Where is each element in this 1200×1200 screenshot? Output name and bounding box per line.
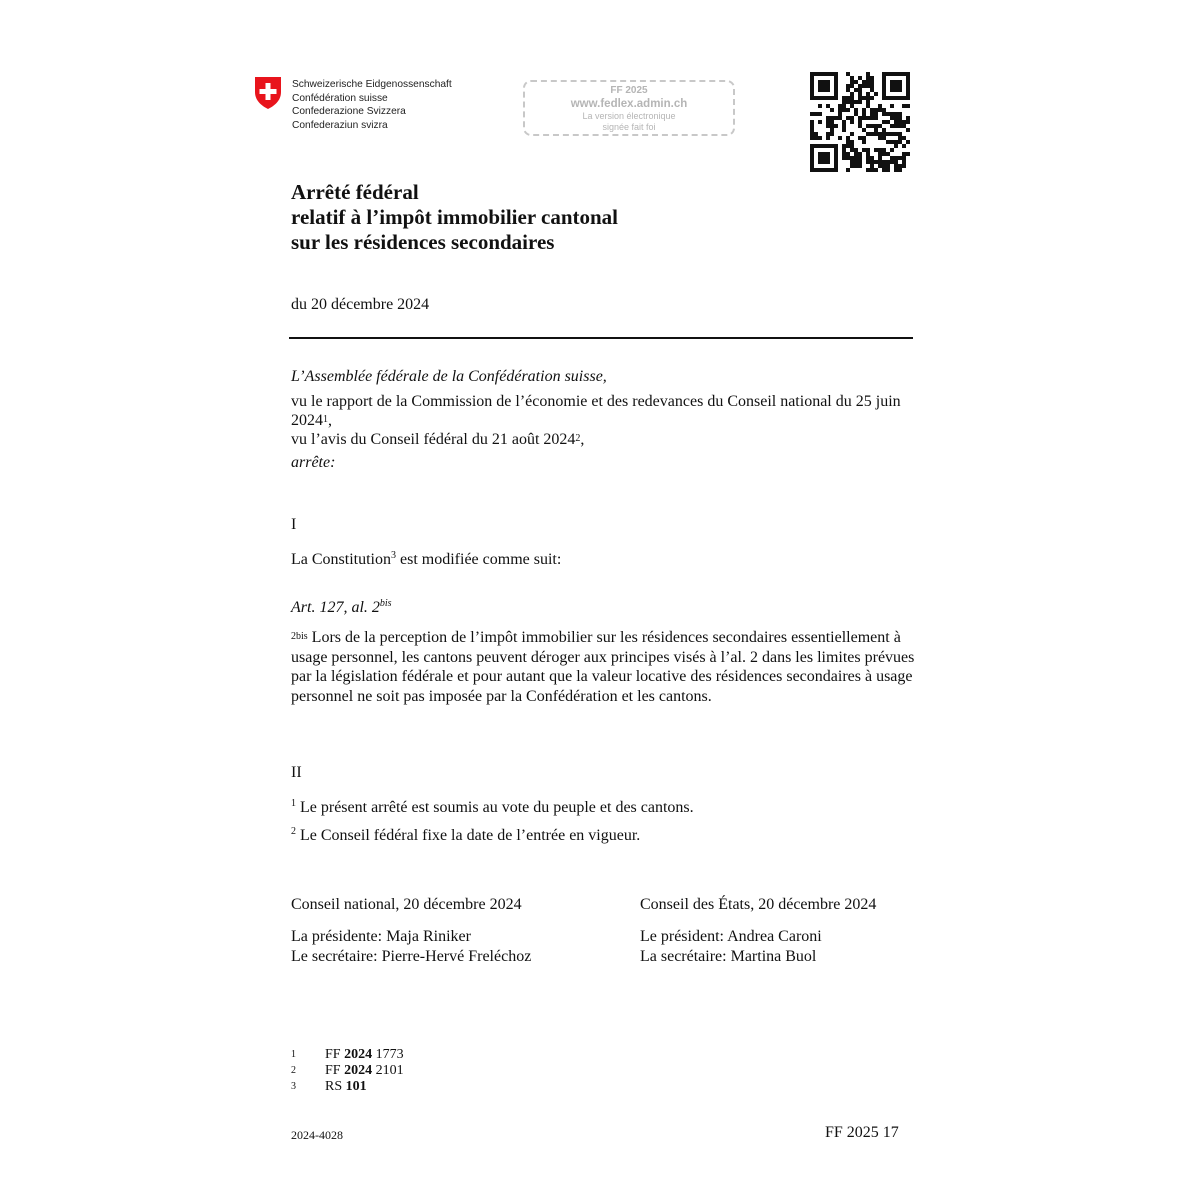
signature-chamber: Conseil national, 20 décembre 2024 bbox=[291, 896, 522, 913]
stamp-note-1: La version électronique bbox=[582, 111, 676, 121]
footnote-text: FF 2024 1773 bbox=[325, 1047, 404, 1062]
preamble-report-text: vu le rapport de la Commission de l’économie et des redevances du Conseil national du 25 juin 2024 bbox=[291, 393, 901, 429]
constitution-sentence bbox=[291, 551, 561, 569]
provision-1-number: 1 bbox=[291, 798, 296, 809]
footnote-ref-3[interactable]: 3 bbox=[391, 550, 396, 561]
title-line-3: sur les résidences secondaires bbox=[291, 230, 555, 254]
federal-name-fr: Confédération suisse bbox=[292, 92, 388, 104]
preamble-decrees: arrête: bbox=[291, 454, 336, 471]
preamble-opinion-text: vu l’avis du Conseil fédéral du 21 août 2024 bbox=[291, 431, 576, 448]
qr-code-icon bbox=[810, 72, 910, 172]
footnote-number: 1 bbox=[291, 1049, 296, 1060]
signature-national-council bbox=[291, 895, 531, 967]
signature-chamber: Conseil des États, 20 décembre 2024 bbox=[640, 896, 877, 913]
constitution-rest: est modifiée comme suit: bbox=[396, 551, 562, 568]
title-line-1: Arrêté fédéral bbox=[291, 180, 419, 204]
article-sup: bis bbox=[379, 598, 392, 609]
preamble-opinion-end: , bbox=[580, 431, 585, 448]
signature-president: La présidente: Maja Riniker bbox=[291, 928, 471, 945]
signature-council-of-states bbox=[640, 895, 876, 967]
provision-2-text: Le Conseil fédéral fixe la date de l’entrée en vigueur. bbox=[296, 827, 641, 844]
signature-secretary: Le secrétaire: Pierre-Hervé Freléchoz bbox=[291, 948, 532, 965]
title-divider bbox=[289, 337, 913, 339]
footnote-number: 3 bbox=[291, 1081, 296, 1092]
footnote-ref-1[interactable]: 1 bbox=[323, 414, 328, 425]
footnote-number: 2 bbox=[291, 1065, 296, 1076]
electronic-signature-stamp bbox=[523, 80, 735, 136]
document-title bbox=[291, 180, 618, 255]
footnotes bbox=[291, 1047, 404, 1095]
preamble-report bbox=[291, 392, 916, 430]
federal-administration-names bbox=[292, 78, 452, 132]
signature-president: Le président: Andrea Caroni bbox=[640, 928, 822, 945]
section-ii-heading: II bbox=[291, 764, 302, 781]
stamp-publication: FF 2025 bbox=[610, 85, 648, 96]
article-paragraph bbox=[291, 628, 916, 706]
title-line-2: relatif à l’impôt immobilier cantonal bbox=[291, 205, 619, 229]
document-date: du 20 décembre 2024 bbox=[291, 296, 430, 313]
footnote-text: RS 101 bbox=[325, 1079, 367, 1094]
footnote-text: FF 2024 2101 bbox=[325, 1063, 404, 1078]
stamp-note-2: signée fait foi bbox=[602, 122, 656, 132]
preamble-opinion bbox=[291, 430, 916, 449]
paragraph-number: 2bis bbox=[291, 631, 308, 642]
article-heading bbox=[291, 599, 392, 617]
preamble-assembly: L’Assemblée fédérale de la Confédération suisse, bbox=[291, 368, 607, 385]
footnote-3 bbox=[291, 1079, 404, 1095]
preamble bbox=[291, 367, 916, 472]
page-reference: FF 2025 17 bbox=[825, 1124, 899, 1141]
swiss-coat-of-arms-icon bbox=[254, 76, 282, 110]
provision-2-number: 2 bbox=[291, 826, 296, 837]
federal-name-de: Schweizerische Eidgenossenschaft bbox=[292, 79, 452, 90]
preamble-report-end: , bbox=[328, 412, 332, 429]
article-label: Art. 127, al. 2 bbox=[291, 599, 380, 616]
footnote-2 bbox=[291, 1063, 404, 1079]
section-i-heading: I bbox=[291, 516, 297, 533]
provision-2 bbox=[291, 827, 640, 845]
provision-1 bbox=[291, 799, 694, 817]
constitution-text: La Constitution bbox=[291, 551, 391, 568]
stamp-url: www.fedlex.admin.ch bbox=[570, 98, 688, 110]
footnote-ref-2[interactable]: 2 bbox=[575, 433, 581, 444]
footnote-1 bbox=[291, 1047, 404, 1063]
signature-secretary: La secrétaire: Martina Buol bbox=[640, 948, 817, 965]
provision-1-text: Le présent arrêté est soumis au vote du peuple et des cantons. bbox=[296, 799, 694, 816]
paragraph-text: Lors de la perception de l’impôt immobilier sur les résidences secondaires essentiellement à usage personnel, les cantons peuvent déroger aux principes visés à l’al. 2 dans les limites prévues par la législation fédérale et pour autant que la valeur locative des résidences secondaires à usage personnel ne soit pas imposée par la Confédération et les cantons. bbox=[291, 629, 915, 705]
federal-name-it: Confederazione Svizzera bbox=[292, 106, 406, 117]
document-reference: 2024-4028 bbox=[291, 1128, 343, 1142]
federal-name-rm: Confederaziun svizra bbox=[292, 119, 388, 131]
